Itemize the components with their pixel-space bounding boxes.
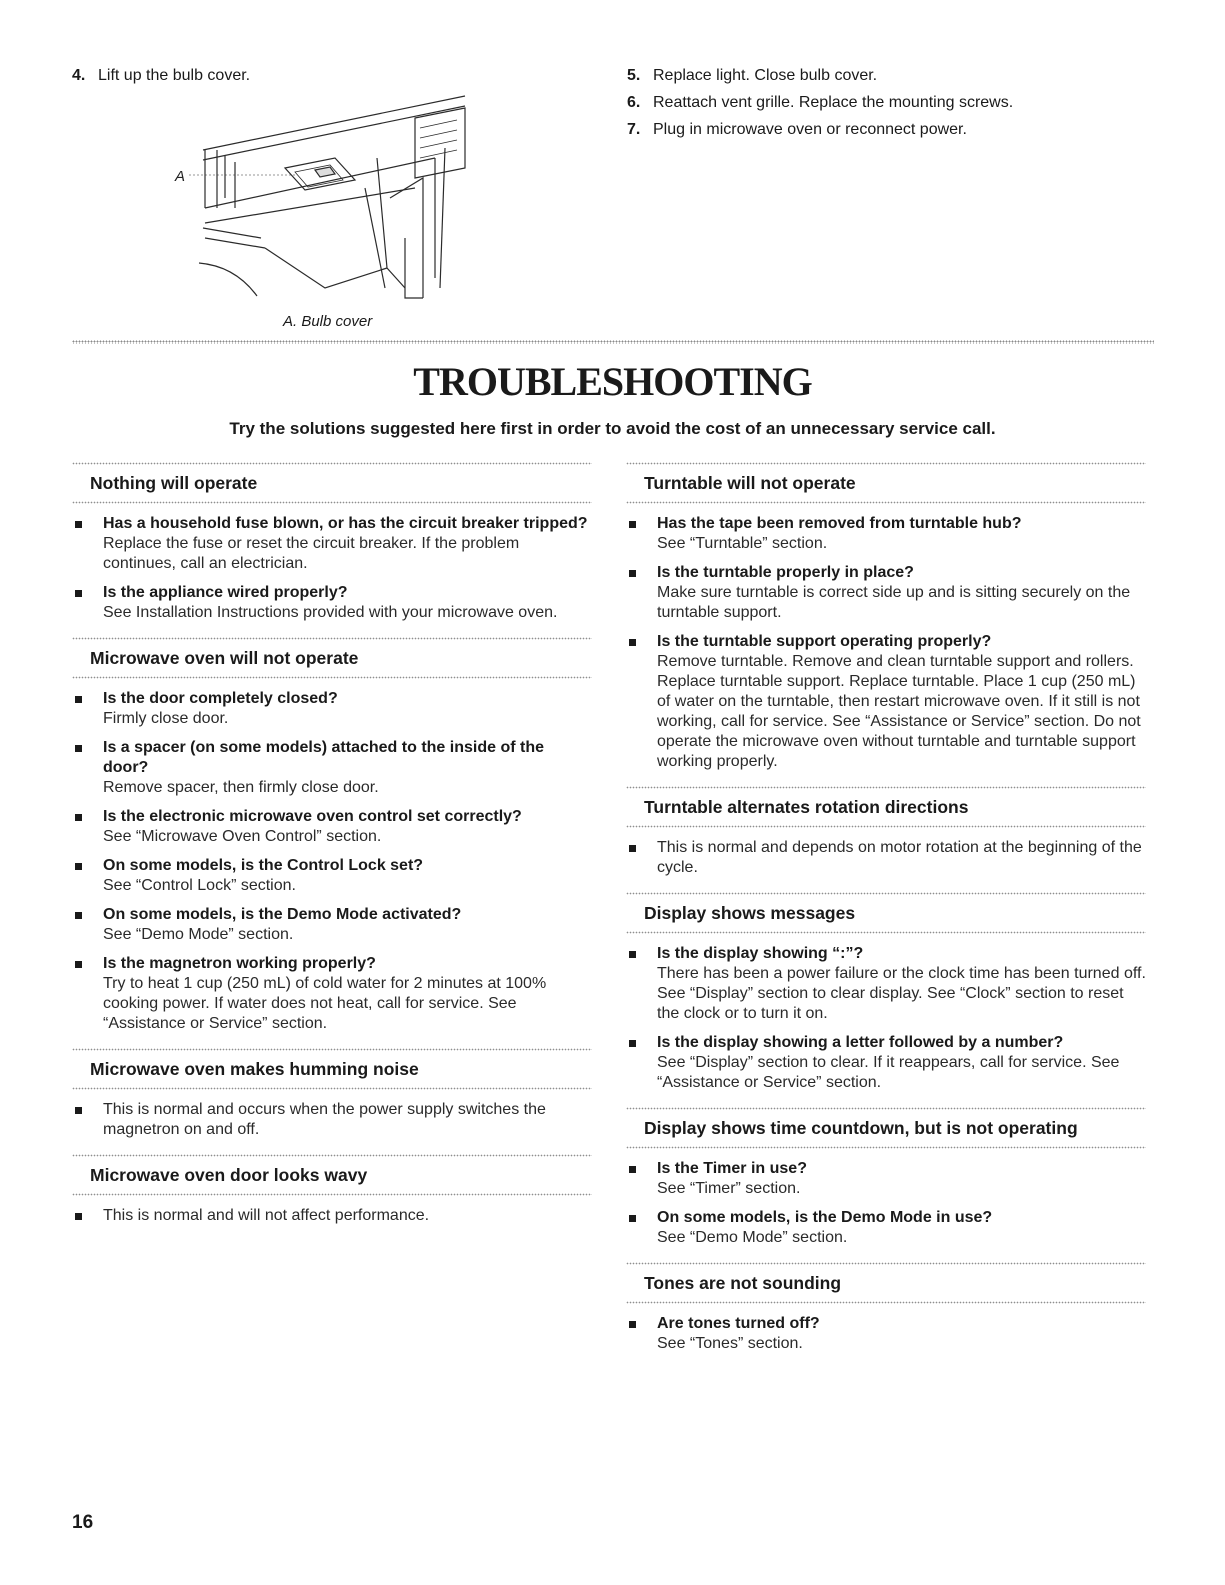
step-item	[627, 116, 1013, 143]
bullet-icon	[629, 845, 636, 852]
callout-letter: A	[175, 168, 186, 185]
divider	[626, 786, 1146, 789]
list-item	[626, 1159, 1146, 1199]
divider	[72, 1087, 592, 1090]
question: Is the magnetron working properly?	[103, 955, 376, 972]
section-heading	[72, 637, 592, 679]
step-text: Lift up the bulb cover.	[98, 67, 251, 84]
section-heading	[72, 1154, 592, 1196]
step-text: Plug in microwave oven or reconnect power.	[653, 121, 967, 138]
list-item	[626, 1208, 1146, 1248]
list-item	[72, 583, 592, 623]
list-item	[72, 856, 592, 896]
section-tones-not-sounding	[626, 1262, 1146, 1354]
answer: See “Demo Mode” section.	[103, 926, 294, 943]
answer: See “Control Lock” section.	[103, 877, 296, 894]
answer: Remove turntable. Remove and clean turntable support and rollers. Replace turntable support. Replace turntable. Place 1 cup (250 mL) of water on the turntable, then restart microwave oven. If it still is not working, call for service. See “Assistance or Service” section. Do not operate the microwave oven without turntable and turntable support working properly.	[657, 653, 1141, 770]
page-title: TROUBLESHOOTING	[413, 359, 812, 404]
answer: See “Demo Mode” section.	[657, 1229, 848, 1246]
list-item	[626, 944, 1146, 1024]
section-door-looks-wavy	[72, 1154, 592, 1226]
divider	[626, 1301, 1146, 1304]
step-item	[627, 89, 1013, 116]
section-heading-text: Microwave oven makes humming noise	[90, 1059, 419, 1079]
question: Is the turntable support operating properly?	[657, 633, 992, 650]
answer: Try to heat 1 cup (250 mL) of cold water for 2 minutes at 100% cooking power. If water does not heat, call for service. See “Assistance or Service” section.	[103, 975, 547, 1032]
divider	[626, 1107, 1146, 1110]
divider	[626, 1146, 1146, 1149]
divider	[626, 1262, 1146, 1265]
answer: See Installation Instructions provided with your microwave oven.	[103, 604, 558, 621]
section-humming-noise	[72, 1048, 592, 1140]
section-heading	[626, 892, 1146, 934]
question: Is the electronic microwave oven control set correctly?	[103, 808, 522, 825]
bullet-icon	[75, 521, 82, 528]
question: Is a spacer (on some models) attached to the inside of the door?	[103, 739, 544, 776]
section-heading	[626, 1107, 1146, 1149]
question: Is the door completely closed?	[103, 690, 338, 707]
answer: Replace the fuse or reset the circuit breaker. If the problem continues, call an electrician.	[103, 535, 520, 572]
bullet-icon	[629, 521, 636, 528]
section-time-countdown	[626, 1107, 1146, 1248]
section-heading	[72, 1048, 592, 1090]
list-item	[72, 1206, 592, 1226]
question: Is the display showing “:”?	[657, 945, 864, 962]
divider	[72, 1154, 592, 1157]
step-number: 5.	[627, 67, 641, 84]
question: Is the appliance wired properly?	[103, 584, 348, 601]
section-microwave-will-not-operate	[72, 637, 592, 1034]
divider	[72, 676, 592, 679]
step-text: Replace light. Close bulb cover.	[653, 67, 878, 84]
question: Has a household fuse blown, or has the circuit breaker tripped?	[103, 515, 588, 532]
divider	[72, 637, 592, 640]
section-heading	[72, 462, 592, 504]
section-heading	[626, 462, 1146, 504]
section-turntable-alternates	[626, 786, 1146, 878]
divider	[626, 462, 1146, 465]
divider	[72, 1193, 592, 1196]
bulb-cover-illustration	[165, 88, 485, 310]
section-heading-text: Tones are not sounding	[644, 1273, 842, 1293]
answer: Make sure turntable is correct side up and is sitting securely on the turntable support.	[657, 584, 1131, 621]
answer: See “Display” section to clear. If it reappears, call for service. See “Assistance or Service” section.	[657, 1054, 1120, 1091]
list-item	[72, 1100, 592, 1140]
answer: Firmly close door.	[103, 710, 229, 727]
list-item	[626, 1314, 1146, 1354]
step-item	[627, 62, 1013, 89]
section-heading-text: Turntable alternates rotation directions	[644, 797, 969, 817]
list-item	[626, 1033, 1146, 1093]
list-item	[72, 514, 592, 574]
answer: This is normal and will not affect performance.	[103, 1207, 430, 1224]
section-nothing-will-operate	[72, 462, 592, 623]
step-number: 6.	[627, 94, 641, 111]
section-heading	[626, 786, 1146, 828]
list-item	[626, 632, 1146, 772]
step-text: Reattach vent grille. Replace the mounting screws.	[653, 94, 1014, 111]
question: On some models, is the Demo Mode activated?	[103, 906, 462, 923]
section-display-messages	[626, 892, 1146, 1093]
divider	[626, 501, 1146, 504]
bullet-icon	[75, 745, 82, 752]
question: On some models, is the Demo Mode in use?	[657, 1209, 993, 1226]
step-item	[72, 62, 250, 89]
section-heading-text: Turntable will not operate	[644, 473, 856, 493]
page-subtitle: Try the solutions suggested here first in order to avoid the cost of an unnecessary service call.	[229, 419, 996, 438]
left-column	[72, 462, 592, 1240]
list-item	[626, 514, 1146, 554]
figure-caption: A. Bulb cover	[283, 313, 373, 330]
question: Is the Timer in use?	[657, 1160, 807, 1177]
list-item	[72, 807, 592, 847]
bullet-icon	[75, 961, 82, 968]
bullet-icon	[629, 951, 636, 958]
list-item	[72, 905, 592, 945]
question: On some models, is the Control Lock set?	[103, 857, 424, 874]
right-column	[626, 462, 1146, 1368]
section-heading-text: Nothing will operate	[90, 473, 258, 493]
bullet-icon	[629, 1215, 636, 1222]
question: Are tones turned off?	[657, 1315, 820, 1332]
list-item	[72, 689, 592, 729]
list-item	[626, 838, 1146, 878]
answer: There has been a power failure or the clock time has been turned off. See “Display” section to clear display. See “Clock” section to reset the clock or to turn it on.	[657, 965, 1146, 1022]
bullet-icon	[75, 912, 82, 919]
bullet-icon	[629, 639, 636, 646]
bullet-icon	[629, 1040, 636, 1047]
step-number: 7.	[627, 121, 641, 138]
bullet-icon	[629, 1321, 636, 1328]
divider	[626, 825, 1146, 828]
divider	[626, 931, 1146, 934]
section-heading-text: Display shows messages	[644, 903, 856, 923]
bullet-icon	[75, 1107, 82, 1114]
page-number: 16	[72, 1512, 94, 1533]
bullet-icon	[75, 814, 82, 821]
bullet-icon	[75, 590, 82, 597]
question: Is the display showing a letter followed by a number?	[657, 1034, 1064, 1051]
section-heading-text: Microwave oven door looks wavy	[90, 1165, 368, 1185]
answer: This is normal and depends on motor rotation at the beginning of the cycle.	[657, 839, 1142, 876]
question: Is the turntable properly in place?	[657, 564, 914, 581]
list-item	[72, 738, 592, 798]
step-number: 4.	[72, 67, 86, 84]
section-heading	[626, 1262, 1146, 1304]
section-turntable-will-not-operate	[626, 462, 1146, 772]
bullet-icon	[75, 1213, 82, 1220]
list-item	[72, 954, 592, 1034]
divider	[72, 462, 592, 465]
bullet-icon	[629, 1166, 636, 1173]
divider	[72, 501, 592, 504]
answer: See “Timer” section.	[657, 1180, 801, 1197]
answer: See “Microwave Oven Control” section.	[103, 828, 382, 845]
answer: See “Tones” section.	[657, 1335, 803, 1352]
divider	[72, 340, 1154, 344]
answer: Remove spacer, then firmly close door.	[103, 779, 379, 796]
section-heading-text: Display shows time countdown, but is not operating	[644, 1118, 1078, 1138]
question: Has the tape been removed from turntable hub?	[657, 515, 1022, 532]
list-item	[626, 563, 1146, 623]
bullet-icon	[75, 863, 82, 870]
answer: This is normal and occurs when the power supply switches the magnetron on and off.	[103, 1101, 546, 1138]
steps-left	[72, 62, 250, 89]
section-heading-text: Microwave oven will not operate	[90, 648, 359, 668]
divider	[626, 892, 1146, 895]
divider	[72, 1048, 592, 1051]
answer: See “Turntable” section.	[657, 535, 828, 552]
steps-right	[627, 62, 1013, 143]
bullet-icon	[75, 696, 82, 703]
bullet-icon	[629, 570, 636, 577]
